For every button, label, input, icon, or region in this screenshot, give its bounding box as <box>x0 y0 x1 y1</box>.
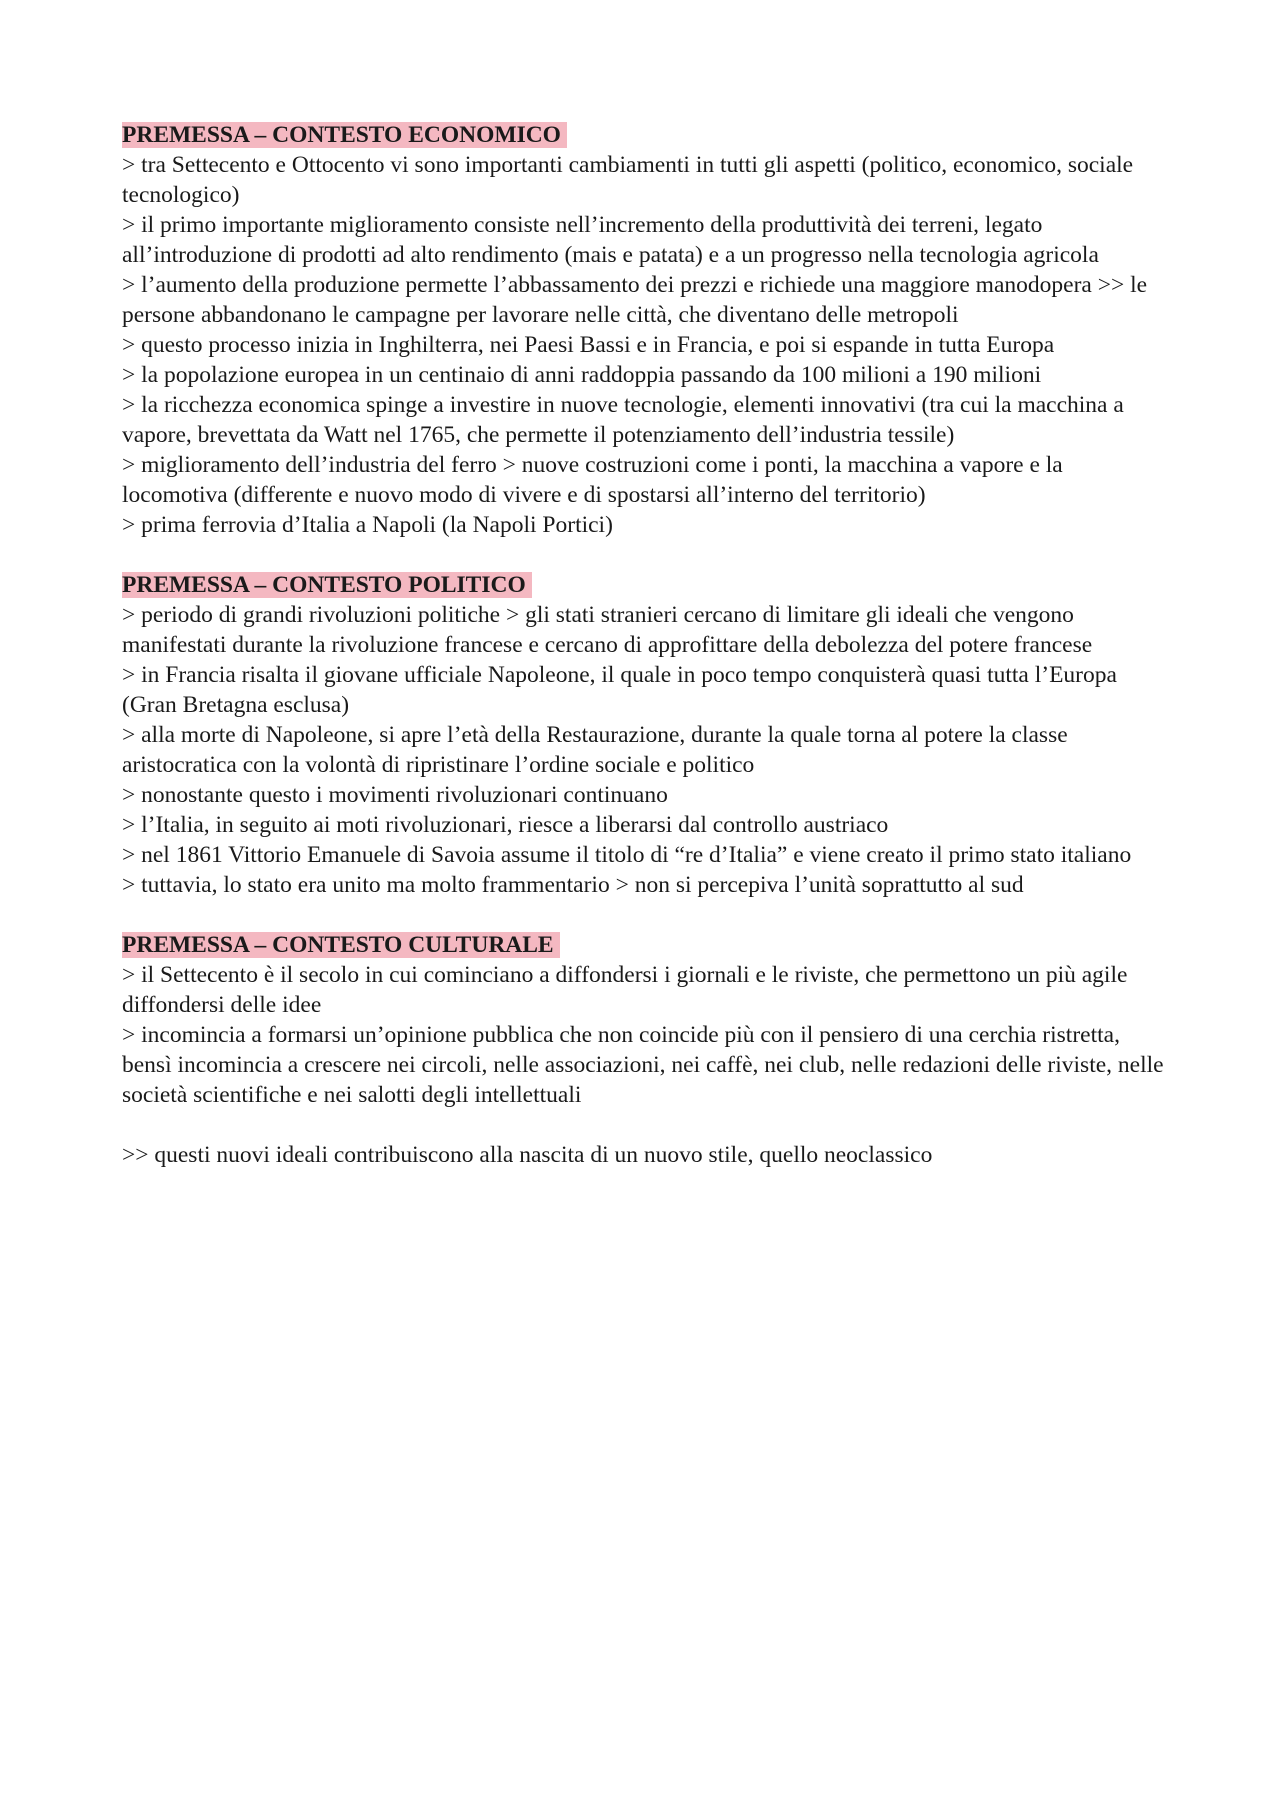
bullet-line: > la popolazione europea in un centinaio di anni raddoppia passando da 100 milioni a 190 milioni <box>122 362 1042 388</box>
bullet-line: > periodo di grandi rivoluzioni politiche > gli stati stranieri cercano di limitare gli ideali che vengono manifestati durante la rivoluzione francese e cercano di approfittare della debolezza del potere francese <box>122 602 1093 658</box>
document-page <box>122 120 1172 1170</box>
bullet-line: > tra Settecento e Ottocento vi sono importanti cambiamenti in tutti gli aspetti (politico, economico, sociale tecnologico) <box>122 152 1134 208</box>
section-heading-text: PREMESSA – CONTESTO POLITICO <box>122 572 532 598</box>
section-cultural <box>122 930 1172 1110</box>
section-political <box>122 570 1172 900</box>
section-heading <box>122 930 1172 960</box>
section-heading <box>122 120 1172 150</box>
section-heading-text: PREMESSA – CONTESTO ECONOMICO <box>122 122 567 148</box>
bullet-line: > nonostante questo i movimenti rivoluzionari continuano <box>122 782 668 808</box>
bullet-line: > il Settecento è il secolo in cui cominciano a diffondersi i giornali e le riviste, che permettono un più agile diffondersi delle idee <box>122 962 1128 1018</box>
bullet-line: > miglioramento dell’industria del ferro > nuove costruzioni come i ponti, la macchina a vapore e la locomotiva (differente e nuovo modo di vivere e di spostarsi all’interno del territorio) <box>122 452 1063 508</box>
bullet-line: > l’aumento della produzione permette l’abbassamento dei prezzi e richiede una maggiore manodopera >> le persone abbandonano le campagne per lavorare nelle città, che diventano delle metropoli <box>122 272 1148 328</box>
bullet-line: > prima ferrovia d’Italia a Napoli (la Napoli Portici) <box>122 512 613 538</box>
bullet-line: > l’Italia, in seguito ai moti rivoluzionari, riesce a liberarsi dal controllo austriaco <box>122 812 889 838</box>
bullet-line: > alla morte di Napoleone, si apre l’età della Restaurazione, durante la quale torna al potere la classe aristocratica con la volontà di ripristinare l’ordine sociale e politico <box>122 722 1068 778</box>
bullet-line: > tuttavia, lo stato era unito ma molto frammentario > non si percepiva l’unità soprattutto al sud <box>122 872 1024 898</box>
section-heading <box>122 570 1172 600</box>
bullet-line: > la ricchezza economica spinge a investire in nuove tecnologie, elementi innovativi (tra cui la macchina a vapore, brevettata da Watt nel 1765, che permette il potenziamento dell’industria tessile) <box>122 392 1124 448</box>
bullet-line: > in Francia risalta il giovane ufficiale Napoleone, il quale in poco tempo conquisterà quasi tutta l’Europa (Gran Bretagna esclusa) <box>122 662 1117 718</box>
section-economic <box>122 120 1172 540</box>
bullet-line: > incomincia a formarsi un’opinione pubblica che non coincide più con il pensiero di una cerchia ristretta, bensì incomincia a crescere nei circoli, nelle associazioni, nei caffè, nei club, nelle redazioni delle riviste, nelle società scientifiche e nei salotti degli intellettuali <box>122 1022 1164 1108</box>
bullet-line: > nel 1861 Vittorio Emanuele di Savoia assume il titolo di “re d’Italia” e viene creato il primo stato italiano <box>122 842 1132 868</box>
bullet-line: > il primo importante miglioramento consiste nell’incremento della produttività dei terreni, legato all’introduzione di prodotti ad alto rendimento (mais e patata) e a un progresso nella tecnologia agricola <box>122 212 1099 268</box>
section-heading-text: PREMESSA – CONTESTO CULTURALE <box>122 932 560 958</box>
bullet-line: > questo processo inizia in Inghilterra, nei Paesi Bassi e in Francia, e poi si espande in tutta Europa <box>122 332 1055 358</box>
closing-line: >> questi nuovi ideali contribuiscono alla nascita di un nuovo stile, quello neoclassico <box>122 1142 933 1168</box>
